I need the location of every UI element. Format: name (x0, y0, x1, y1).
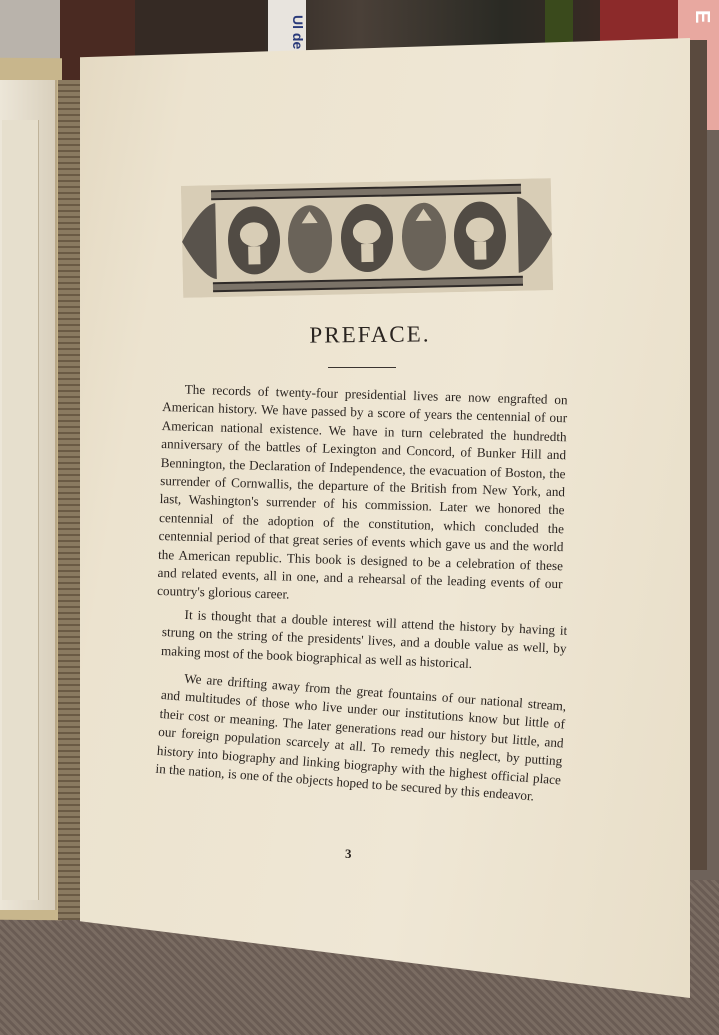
left-page (2, 120, 39, 900)
page-number: 3 (345, 846, 352, 861)
page-title: PREFACE. (309, 321, 431, 348)
preface-text-block (155, 380, 568, 804)
paragraph: We are drifting away from the great fountains of our national stream, and multitudes of those who live under our institutions know but little of their cost or meaning. The later generations read our history but little, and our foreign population scarcely at all. To remedy this neglect, by putting history into biography and linking biography with the highest official place in the nation, is one of the objects hoped to be secured by this endeavor. (155, 670, 567, 804)
paragraph: It is thought that a double interest will attend the history by having it strung on the string of the presidents' lives, and a double value as well, by making most of the book biographical as well as historical. (160, 606, 568, 671)
book-binding (58, 80, 80, 920)
spine-label: Ul de (290, 14, 306, 50)
spine-label: E (691, 10, 713, 24)
decorative-headpiece-ornament (181, 178, 553, 298)
paragraph: The records of twenty-four presidential lives are now engrafted on American history. We have passed by a score of years the centennial of our American national existence. We have in turn celebrated the hundredth anniversary of the battles of Lexington and Concord, of Bunker Hill and Bennington, the Declaration of Independence, the evacuation of Boston, the surrender of Cornwallis, the departure of the British from New York, and last, Washington's surrender of his commission. Later we honored the centennial of the adoption of the constitution, which concluded the centennial period of that great series of events which gave us and the world the American republic. This book is designed to be a celebration of these and related events, all in one, and a rehearsal of the leading events of our country's glorious career. (156, 381, 568, 603)
title-underline-rule (328, 367, 396, 368)
